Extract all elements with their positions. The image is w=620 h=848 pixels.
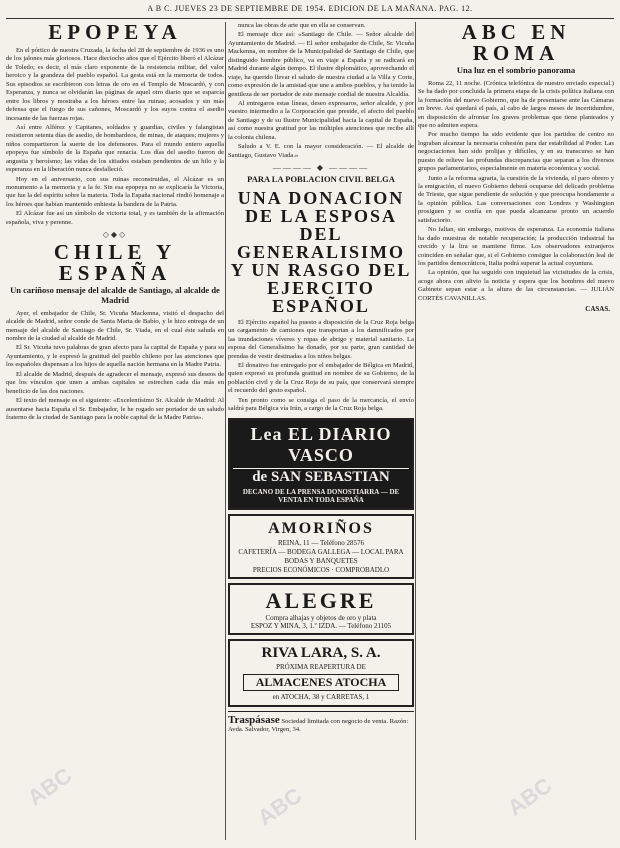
advert-subtitle: de SAN SEBASTIAN — [233, 468, 409, 486]
article-body — [228, 319, 414, 414]
article-body — [6, 47, 224, 227]
advert-line: CAFETERÍA — BODEGA GALLEGA — LOCAL PARA BODAS Y BANQUETES — [238, 548, 404, 565]
advert-line: Compra alhajas y objetos de oro y plata — [265, 614, 377, 623]
advert-diario-vasco — [228, 418, 414, 511]
article-headline: CHILE Y ESPAÑA — [53, 240, 177, 286]
paragraph: No faltan, sin embargo, motivos de esperanza. La economía italiana ha dado muestras de notable recuperación; la producción industrial ha crecido y la lira se mantiene firme. Los observadores extranjeros coinciden en señalar que, si el Gobierno consigue la colaboración leal de los partidos democráticos, Italia podrá superar la actual coyuntura. — [418, 226, 614, 267]
page-header: A B C. JUEVES 23 DE SEPTIEMBRE DE 1954. EDICION DE LA MAÑANA. PAG. 12. — [6, 4, 614, 19]
paragraph: En el pórtico de nuestra Cruzada, la fecha del 28 de septiembre de 1936 es uno de los jalones más gloriosos. Hace dieciocho años que el Ejército liberó el Alcázar de Toledo; es decir, el más claro exponente de la resistencia militar, del valor heroico y la grandeza del pueblo español. La gesta está en la memoria de todos. Sus episodios se escribieron con letras de oro en el Templo de Moscardó, y con Esperanza, y nunca se olvidarán las páginas de aquel otro diario que se esparcía entre los libros y mostraba a los héroes entre las ruinas; acosados y sin más defensa que el fuego de sus cañones, Moscardó y los suyos contra el asedio incesante de las fuerzas rojas. — [6, 47, 224, 122]
advert-traspasase — [228, 711, 414, 733]
advert-title: AMORIÑOS — [268, 520, 374, 538]
paragraph: nunca las obras de arte que en ella se conservan. — [238, 22, 366, 29]
paragraph: El texto del mensaje es el siguiente: «Excelentísimo Sr. Alcalde de Madrid: Al ausentarse hacia España el Sr. Embajador, le he rogado ser portador de un saludo fraterno de la ciudad de Santiago para la noble capital de la Madre Patria». — [6, 397, 224, 421]
paragraph: La opinión, que ha seguido con inquietud las vicisitudes de la crisis, acoge ahora con alivio la noticia y espera que los hombres del nuevo Gabinete sepan estar a la altura de las circunstancias. — JULIÁN CORTÉS CAVANILLAS. — [418, 269, 614, 302]
paragraph: Saludo a V. E. con la mayor consideración. — El alcalde de Santiago, Gustavo Viada.» — [228, 143, 414, 159]
column-rule — [225, 22, 226, 840]
article-subheadline: Un cariñoso mensaje del alcalde de Santiago, al alcalde de Madrid — [10, 285, 220, 305]
paragraph: El Sr. Vicuña tuvo palabras de gran afecto para la capital de España y para su Ayuntamiento, y le expresó la gratitud del pueblo chileno por las atenciones que los españoles dispensan a los hijos de aquella nación hermana en la Madre Patria. — [6, 344, 224, 369]
advert-line: en ATOCHA, 38 y CARRETAS, 1 — [272, 692, 370, 701]
advert-title: RIVA LARA, S. A. — [261, 645, 381, 662]
column-rule — [415, 22, 416, 840]
article-signature: CASAS. — [585, 305, 610, 314]
paragraph: El mensaje dice así: «Santiago de Chile. — Señor alcalde del Ayuntamiento de Madrid. — El señor embajador de Chile, Sr. Vicuña Mackenna, en nombre de la Municipalidad de Santiago de Chile, que distinguido hombre público, va en viaje a España y se radicará en Madrid durante algún tiempo. El ilustre diplomático, aprovechando el viaje, ha querido llevar el saludo de nuestra ciudad a la Villa y Corte, como expresión de la amistad que une a ambos pueblos, y ha tenido la gentileza de ser portador de este mensaje cordial de nuestra Alcaldía. — [228, 31, 414, 98]
advert-riva-lara — [228, 639, 414, 706]
paragraph: Por mucho tiempo ha sido evidente que los partidos de centro no lograban alcanzar la necesaria cohesión para dar estabilidad al Poder. Las negociaciones han sido prolijas y difíciles, y en su transcurso se han puesto de relieve las profundas discrepancias que separan a los diversos grupos parlamentarios, especialmente en materia económica y social. — [418, 131, 614, 173]
article-kicker: PARA LA POBLACION CIVIL BELGA — [247, 174, 395, 184]
library-watermark: ABC — [502, 772, 557, 821]
paragraph: El Alcázar fue así un símbolo de victoria total, y es también de la afirmación española, viva y perenne. — [6, 210, 224, 226]
paragraph: Roma 22, 11 noche. (Crónica telefónica de nuestro enviado especial.) Se ha dado por concluida la primera etapa de la crisis política italiana con la formación del nuevo Gobierno, que ha de presentarse ante las Cámaras en breve. Así quedará el país, al cabo de largos meses de incertidumbre, en disposición de afrontar los graves problemas que tiene planteados y que no admiten espera. — [418, 79, 614, 129]
paragraph: Al entregaros estas líneas, deseo expresaros, señor alcalde, y por vuestro intermedio a la Corporación que preside, el afecto del pueblo de Santiago y de su Ilustre Municipalidad hacia la capital de España, así como nuestra gratitud por las múltiples atenciones que recibe allí la colonia chilena. — [228, 99, 414, 141]
advert-line: PRECIOS ECONÓMICOS · COMPROBADLO — [252, 565, 390, 574]
column-middle — [228, 22, 414, 737]
article-headline: ABC EN ROMA — [461, 22, 571, 65]
newspaper-page — [6, 4, 614, 844]
paragraph: Ayer, el embajador de Chile, Sr. Vicuña Mackenna, visitó el despacho del alcalde de Madrid, señor conde de Santa Marta de Babío, y le hizo entrega de un mensaje del alcalde de Santiago de Chile, Sr. Viada, en el cual éste saluda en nombre de la ciudad al alcalde de Madrid. — [6, 309, 224, 343]
article-body — [6, 310, 224, 423]
advert-alegre — [228, 583, 414, 635]
paragraph: El alcalde de Madrid, después de agradecer el mensaje, expresó sus deseos de que los vínculos que unen a ambas capitales se estrechen cada día más en beneficio de las dos naciones. — [6, 370, 224, 395]
library-watermark: ABC — [252, 782, 307, 831]
ornament-divider: ———— ◆ ———— — [272, 163, 370, 172]
advert-line: PRÓXIMA REAPERTURA DE — [276, 663, 366, 672]
column-right — [418, 22, 614, 315]
advert-store-name: ALMACENES ATOCHA — [243, 674, 399, 691]
article-headline: EPOPEYA — [48, 22, 182, 44]
article-headline: UNA DONACION DE LA ESPOSA DEL GENERALISIMO Y UN RASGO DEL EJERCITO ESPAÑOL — [230, 187, 412, 316]
paragraph: El Ejército español ha puesto a disposición de la Cruz Roja belga un cargamento de camiones que transportan a los damnificados por las inundaciones víveres y ropas de abrigo y material sanitario. La esposa del Generalísimo ha donado, por su parte, gran cantidad de prendas de vestir destinadas a los niños belgas. — [228, 318, 414, 360]
ornament-divider: ◇◆◇ — [102, 230, 128, 240]
advert-tagline: DECANO DE LA PRENSA DONOSTIARRA — DE VENTA EN TODA ESPAÑA — [242, 487, 400, 504]
advert-line: ESPOZ Y MINA, 3, 1.º IZDA. — Teléfono 21105 — [250, 622, 392, 631]
paragraph: Así entre Alférez y Capitanes, soldados y guardias, civiles y falangistas resistieron setenta días de asedio, de bombardeos, de minas, de ataques; mujeres y niños compartieron la suerte de los defensores. Para el mundo entero aquella epopeya fue símbolo de la España que renacía. Los días del asedio fueron de angustia y heroísmo; las vidas de los sitiados estaban pendientes de un hilo y la esperanza en la liberación nunca desfalleció. — [6, 123, 224, 174]
paragraph: Junto a la reforma agraria, la cuestión de la vivienda, el paro obrero y la emigración, el nuevo Gobierno deberá ocuparse del delicado problema de Trieste, que sigue pendiente de solución y que preocupa hondamente a la opinión pública. Las conversaciones con Londres y Washington prosiguen y se confía en que pueda alcanzarse pronto un acuerdo satisfactorio. — [418, 174, 614, 224]
advert-title: Lea EL DIARIO VASCO — [250, 423, 392, 465]
advert-title: Traspásase — [228, 713, 280, 726]
advert-amorinos — [228, 514, 414, 579]
paragraph: El donativo fue entregado por el embajador de Bélgica en Madrid, quien expresó su profunda gratitud en nombre de su Gobierno, de la población civil y de la Cruz Roja de su país, que conservará siempre el recuerdo del gesto español. — [228, 361, 414, 395]
article-subheadline: Una luz en el sombrío panorama — [456, 65, 576, 75]
paragraph: Ten pronto como se consiga el paso de la mercancía, el envío saldrá para Bélgica vía Irún, a cargo de la Cruz Roja belga. — [228, 396, 414, 413]
article-body — [228, 22, 414, 160]
library-watermark: ABC — [22, 762, 77, 811]
advert-line: REINA, 11 — Teléfono 28576 — [277, 539, 365, 548]
advert-title: ALEGRE — [265, 588, 377, 614]
article-body — [418, 80, 614, 303]
column-left — [6, 22, 224, 423]
paragraph: Hoy en el aniversario, con sus ruinas reconstruidas, el Alcázar es un monumento a la memoria y a la fe. Sin esa epopeya no se explicaría la Victoria, que fue la del espíritu sobre la materia. Toda la España nacional rindió homenaje a los héroes que habían mantenido enhiesta la bandera de la Patria. — [6, 175, 224, 208]
advert-line: Sociedad limitada con negocio de venta. Razón: Avda. Salvador, Virgen, 34. — [228, 717, 409, 733]
